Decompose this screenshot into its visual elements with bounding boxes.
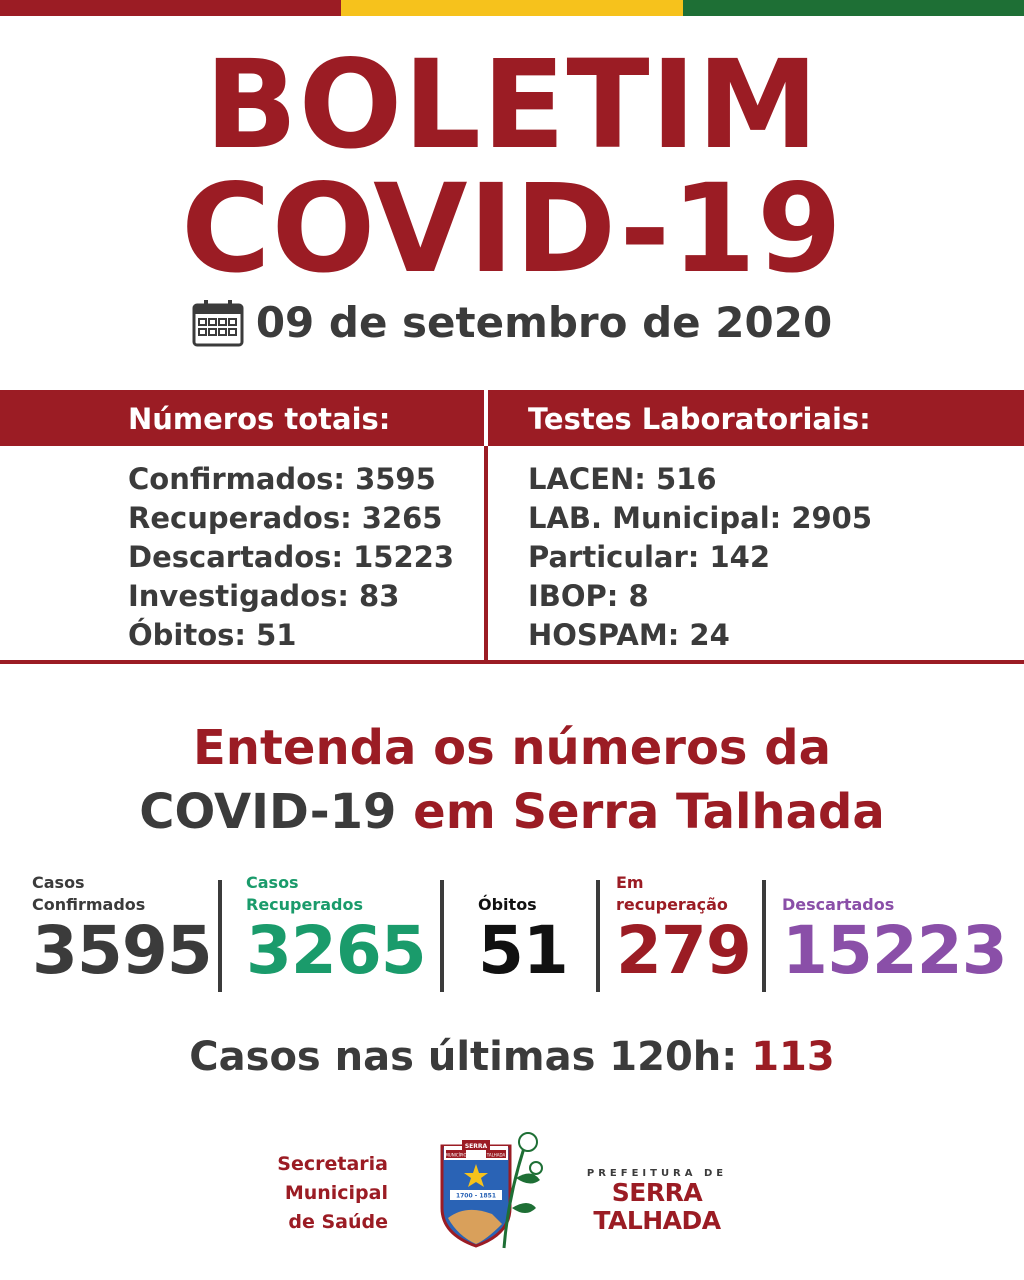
flag-stripe-green	[683, 0, 1024, 16]
subheading-city: em Serra Talhada	[396, 784, 885, 840]
stat-label: Recuperados	[246, 895, 364, 914]
title-line-1: BOLETIM	[204, 34, 820, 176]
city-emblem-icon	[436, 1128, 546, 1250]
title-line-2: COVID-19	[181, 158, 843, 300]
subheading-line-2	[0, 784, 1024, 840]
last-120h	[0, 1034, 1024, 1080]
prefeitura-big: SERRA TALHADA	[593, 1178, 721, 1235]
secretaria-line: Secretaria	[277, 1153, 388, 1175]
list-item: Descartados: 15223	[128, 540, 455, 574]
stat-value: 279	[616, 912, 751, 989]
stat-divider	[218, 880, 222, 992]
lab-tests-header: Testes Laboratoriais:	[528, 402, 871, 436]
emblem-text: TALHADA	[486, 1152, 506, 1158]
secretaria-line: de Saúde	[288, 1211, 388, 1233]
last-120h-value: 113	[751, 1034, 835, 1080]
subheading-covid: COVID-19	[139, 784, 397, 840]
prefeitura-small: PREFEITURA DE	[586, 1168, 728, 1179]
stat-label: Óbitos	[478, 895, 537, 914]
stat-label: Descartados	[782, 895, 895, 914]
emblem-text: SERRA	[464, 1143, 488, 1150]
stat-confirmed	[32, 872, 212, 989]
stat-discarded	[782, 872, 1007, 989]
list-item: Investigados: 83	[128, 579, 400, 613]
stat-label: Casos	[32, 873, 85, 892]
stat-divider	[596, 880, 600, 992]
stat-label: recuperação	[616, 895, 728, 914]
emblem-text: 1700 - 1851	[455, 1192, 497, 1200]
totals-list	[128, 460, 454, 655]
list-item: IBOP: 8	[528, 579, 649, 613]
subheading-line-1: Entenda os números da	[193, 720, 831, 776]
stat-recovered	[246, 872, 426, 989]
table-bottom-rule	[0, 660, 1024, 664]
list-item: LAB. Municipal: 2905	[528, 501, 873, 535]
stat-label: Confirmados	[32, 895, 146, 914]
stat-divider	[440, 880, 444, 992]
header-divider	[484, 390, 488, 446]
list-item: Particular: 142	[528, 540, 771, 574]
last-120h-label: Casos nas últimas 120h:	[189, 1034, 752, 1080]
lab-tests-list	[528, 460, 872, 655]
calendar-icon	[192, 299, 244, 347]
table-header	[0, 390, 1024, 446]
flag-stripe-red	[0, 0, 341, 16]
stat-value: 3265	[246, 912, 426, 989]
column-divider	[484, 446, 488, 662]
flag-stripe	[0, 0, 1024, 16]
list-item: Óbitos: 51	[128, 618, 297, 652]
secretaria-line: Municipal	[284, 1182, 388, 1204]
stat-label: Casos	[246, 873, 299, 892]
stat-divider	[762, 880, 766, 992]
date-row	[0, 298, 1024, 347]
stat-value: 15223	[782, 912, 1007, 989]
list-item: Confirmados: 3595	[128, 462, 436, 496]
list-item: LACEN: 516	[528, 462, 717, 496]
stat-label: Em	[616, 873, 644, 892]
list-item: Recuperados: 3265	[128, 501, 443, 535]
prefeitura-logo	[552, 1168, 762, 1234]
flag-stripe-yellow	[341, 0, 682, 16]
secretaria-label	[238, 1150, 388, 1237]
totals-header: Números totais:	[128, 402, 391, 436]
bulletin-date: 09 de setembro de 2020	[255, 298, 833, 347]
stat-value: 51	[478, 912, 568, 989]
stat-deaths	[478, 872, 568, 989]
stat-value: 3595	[32, 912, 212, 989]
emblem-text: MUNICÍPIO	[445, 1152, 467, 1158]
stat-recovering	[616, 872, 751, 989]
list-item: HOSPAM: 24	[528, 618, 730, 652]
